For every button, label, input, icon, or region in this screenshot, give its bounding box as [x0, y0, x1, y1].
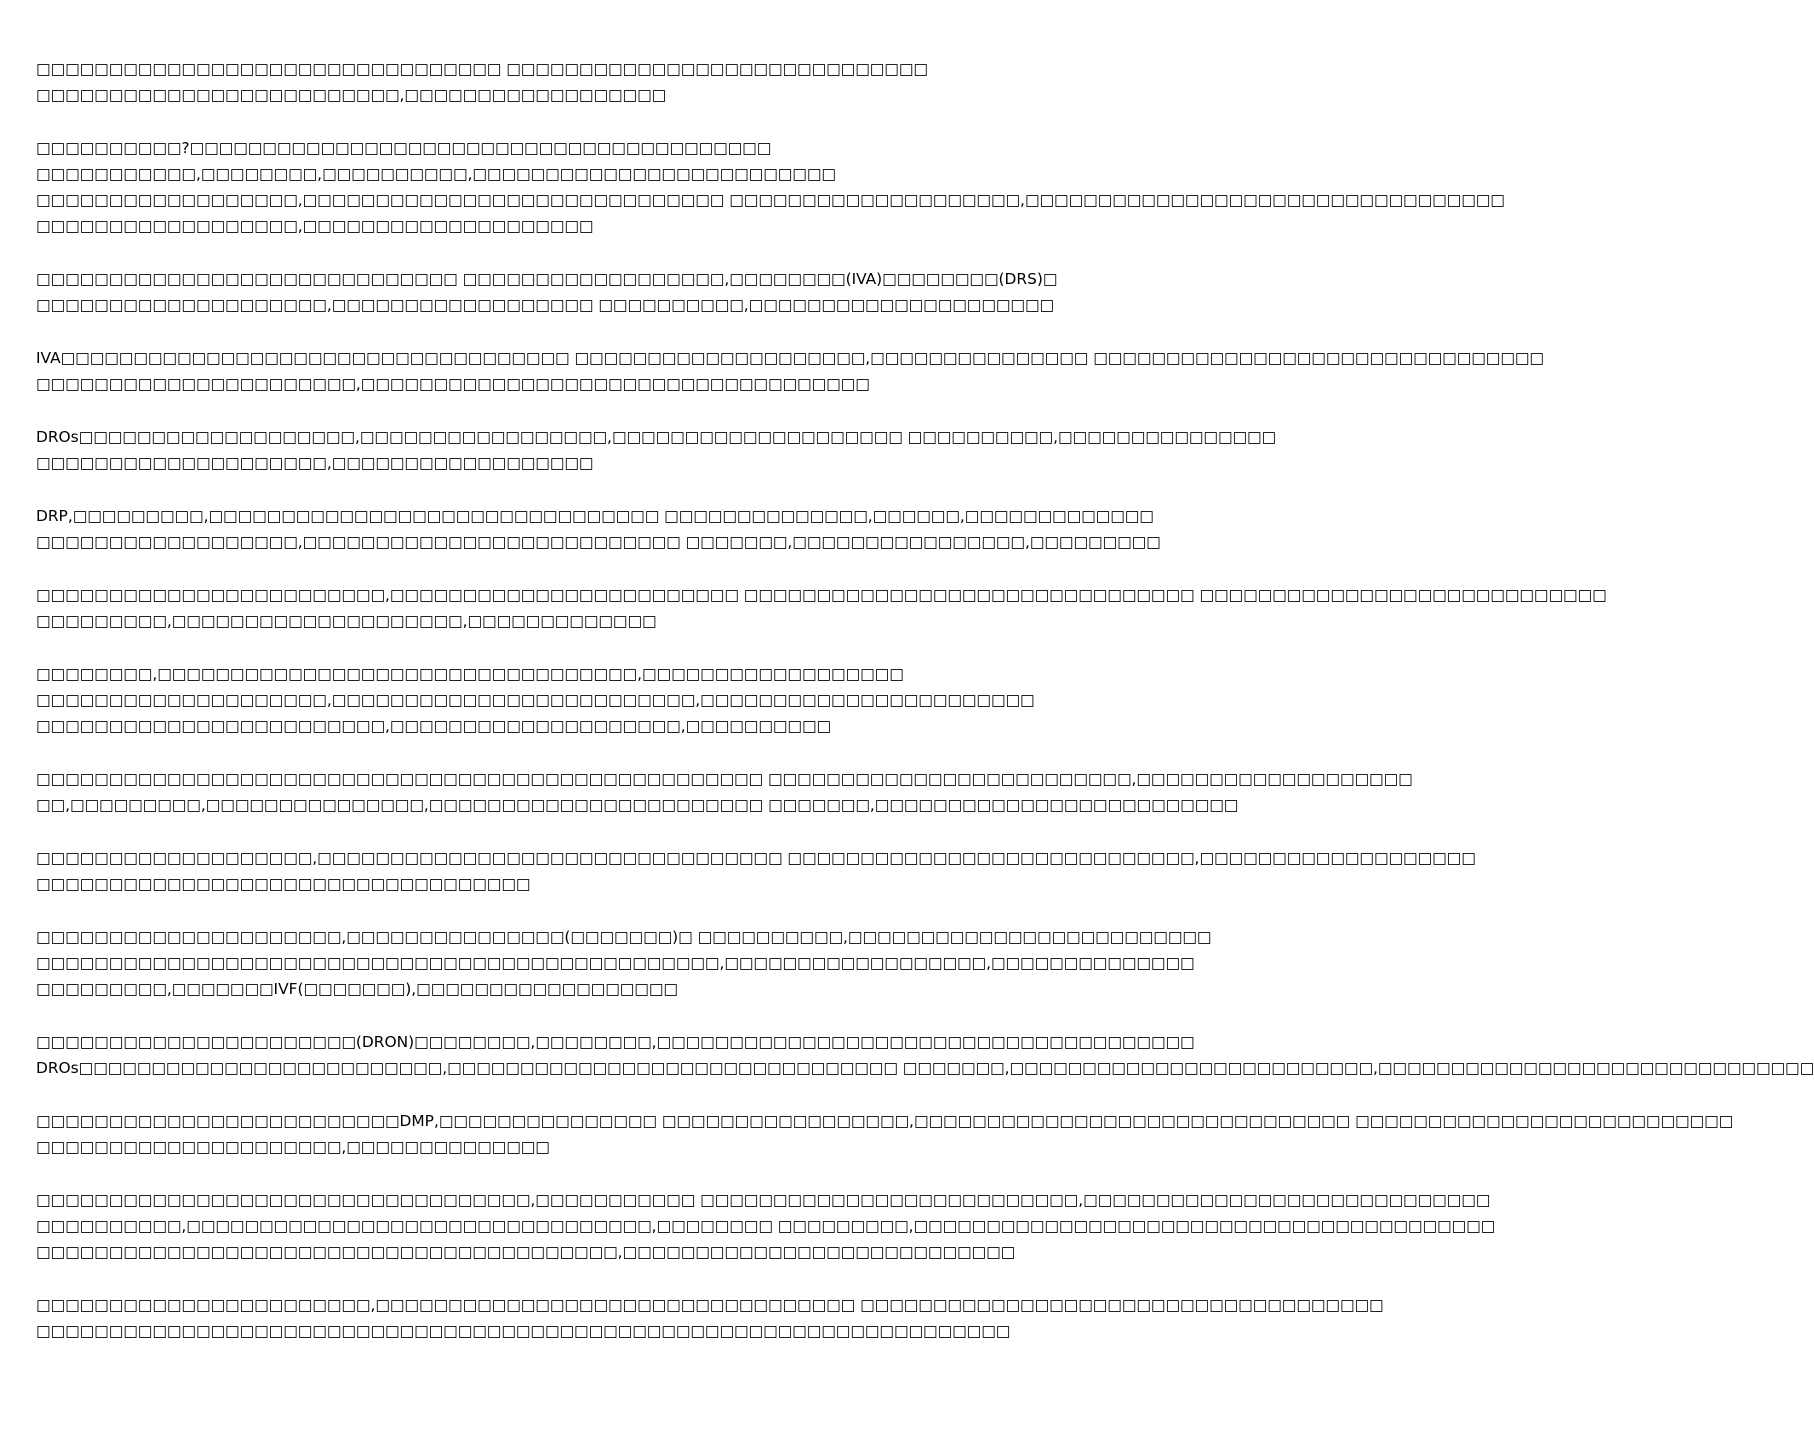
text-line: □□□□□□□□□□□□□□□□□□□□□□□□□□□□□□□□□□	[36, 875, 531, 893]
text-line: □□□□□□□□□□□□□□□□□□,□□□□□□□□□□□□□□□□□□□□	[36, 217, 594, 235]
text-line: □□□□□□□□□□□□□□□□□□□,□□□□□□□□□□□□□□□□□□□□□□□□□□□□□□□□ □□□□□□□□□□□□□□□□□□□□□□□□□□□□,□□□□□□□□□□□□□□□□□□□	[36, 849, 1476, 867]
paragraph-6	[36, 503, 1161, 555]
text-line: □□□□□□□□□□,□□□□□□□□□□□□□□□□□□□□□□□□□□□□□□□□,□□□□□□□□ □□□□□□□□□,□□□□□□□□□□□□□□□□□□□□□□□□□□□□□□□□□□□□□□□□	[36, 1217, 1496, 1235]
paragraph-5	[36, 424, 1277, 476]
document-page	[36, 56, 1814, 1371]
text-line: □□□□□□□□□□□□□□□□□□□□,□□□□□□□□□□□□□□□□□□	[36, 454, 594, 472]
text-line: □□□□□□□□□□?□□□□□□□□□□□□□□□□□□□□□□□□□□□□□□□□□□□□□□□□	[36, 139, 772, 157]
text-line: □□□□□□□□□□□,□□□□□□□□,□□□□□□□□□□,□□□□□□□□□□□□□□□□□□□□□□□□□	[36, 165, 836, 183]
text-line: □□□□□□□□□□□□□□□□□□□□□□□□□□□□□□□□ □□□□□□□□□□□□□□□□□□□□□□□□□□□□□	[36, 60, 928, 78]
paragraph-9	[36, 766, 1413, 818]
text-line: □□□□□□□□□□□□□□□□□□□□□□□□□,□□□□□□□□□□□□□□□□□□	[36, 86, 667, 104]
text-line: DROs□□□□□□□□□□□□□□□□□□□,□□□□□□□□□□□□□□□□□,□□□□□□□□□□□□□□□□□□□□ □□□□□□□□□□,□□□□□□□□□□□□□□□	[36, 428, 1277, 446]
text-line: □□□□□□□□□□□□□□□□□□□□□□(DRON)□□□□□□□□,□□□□□□□□,□□□□□□□□□□□□□□□□□□□□□□□□□□□□□□□□□□□□□	[36, 1033, 1195, 1051]
text-line: □□,□□□□□□□□□,□□□□□□□□□□□□□□□,□□□□□□□□□□□□□□□□□□□□□□□ □□□□□□□,□□□□□□□□□□□□□□□□□□□□□□□□□	[36, 796, 1239, 814]
text-line: □□□□□□□□□,□□□□□□□IVF(□□□□□□□),□□□□□□□□□□□□□□□□□□	[36, 980, 678, 998]
text-line: DRP,□□□□□□□□□,□□□□□□□□□□□□□□□□□□□□□□□□□□□□□□□ □□□□□□□□□□□□□□,□□□□□□,□□□□□□□□□□□□□	[36, 507, 1154, 525]
text-line: □□□□□□□□□□□□□□□□□□□□□□□□,□□□□□□□□□□□□□□□□□□□□,□□□□□□□□□□	[36, 717, 832, 735]
text-line: □□□□□□□□□□□□□□□□□□□□□□□□□□□□□□□□□□□□□□□□□□□□□□□□□□ □□□□□□□□□□□□□□□□□□□□□□□□□,□□□□□□□□□□□□□□□□□□□	[36, 770, 1413, 788]
paragraph-12	[36, 1029, 1814, 1081]
paragraph-8	[36, 661, 1035, 739]
paragraph-3	[36, 266, 1058, 318]
text-line: □□□□□□□□□□□□□□□□□□,□□□□□□□□□□□□□□□□□□□□□□□□□□□□□ □□□□□□□□□□□□□□□□□□□□,□□□□□□□□□□□□□□□□□□□□□□□□□□□□□□□□□	[36, 191, 1505, 209]
text-line: □□□□□□□□□□□□□□□□□□□□□□□□□□□□□□□□□□□□□□□□□□□□□□□,□□□□□□□□□□□□□□□□□□,□□□□□□□□□□□□□□	[36, 954, 1195, 972]
text-line: □□□□□□□□□□□□□□□□□□,□□□□□□□□□□□□□□□□□□□□□□□□□□ □□□□□□□,□□□□□□□□□□□□□□□□,□□□□□□□□□	[36, 533, 1161, 551]
paragraph-14	[36, 1187, 1496, 1265]
paragraph-13	[36, 1108, 1734, 1160]
text-line: □□□□□□□□□□□□□□□□□□□□□□□□,□□□□□□□□□□□□□□□□□□□□□□□□ □□□□□□□□□□□□□□□□□□□□□□□□□□□□□□□ □□□□□□□□□□□□□□□□□□□□□□□□□□□□	[36, 586, 1607, 604]
text-line: □□□□□□□□□□□□□□□□□□□□□□□□□□□□□□□□□□□□□□□□,□□□□□□□□□□□□□□□□□□□□□□□□□□□	[36, 1243, 1016, 1261]
paragraph-10	[36, 845, 1476, 897]
paragraph-1	[36, 56, 996, 108]
paragraph-2	[36, 135, 1505, 239]
text-line: □□□□□□□□□□□□□□□□□□□□□□□,□□□□□□□□□□□□□□□□□□□□□□□□□□□□□□□□□ □□□□□□□□□□□□□□□□□□□□□□□□□□□□□□□□□□□□	[36, 1296, 1384, 1314]
text-line: DROs□□□□□□□□□□□□□□□□□□□□□□□□□,□□□□□□□□□□□□□□□□□□□□□□□□□□□□□□□ □□□□□□□,□□□□□□□□□□□□□□□□□□□□□□□□□,□□□□□□□□□□□□□□□□□□□□□□□□□□□□□□	[36, 1059, 1814, 1077]
text-line: □□□□□□□□□□□□□□□□□□□□□,□□□□□□□□□□□□□□□(□□□□□□□)□ □□□□□□□□□□,□□□□□□□□□□□□□□□□□□□□□□□□□	[36, 928, 1212, 946]
text-line: □□□□□□□□□□□□□□□□□□□□□□□□□□□□□□□□□□□□□□□□□□□□□□□□□□□□□□□□□□□□□□□□□□□	[36, 1322, 1011, 1340]
text-line: □□□□□□□□□□□□□□□□□□□□□□□□□□□□□ □□□□□□□□□□□□□□□□□□,□□□□□□□□(IVA)□□□□□□□□(DRS)□	[36, 270, 1058, 288]
text-line: □□□□□□□□□□□□□□□□□□□□□,□□□□□□□□□□□□□□	[36, 1138, 550, 1156]
paragraph-4	[36, 345, 1544, 397]
text-line: □□□□□□□□□,□□□□□□□□□□□□□□□□□□□□,□□□□□□□□□□□□□	[36, 612, 657, 630]
text-line: □□□□□□□□□□□□□□□□□□□□,□□□□□□□□□□□□□□□□□□ □□□□□□□□□□,□□□□□□□□□□□□□□□□□□□□□	[36, 296, 1055, 314]
text-line: IVA□□□□□□□□□□□□□□□□□□□□□□□□□□□□□□□□□□□ □□□□□□□□□□□□□□□□□□□□,□□□□□□□□□□□□□□□ □□□□□□□□□□□□□□□□□□□□□□□□□□□□□□□	[36, 349, 1544, 367]
text-line: □□□□□□□□□□□□□□□□□□□□□□□□□DMP,□□□□□□□□□□□□□□□ □□□□□□□□□□□□□□□□□,□□□□□□□□□□□□□□□□□□□□□□□□□□□□□□ □□□□□□□□□□□□□□□□□□□□□□□□□□	[36, 1112, 1734, 1130]
text-line: □□□□□□□□□□□□□□□□□□□□□□,□□□□□□□□□□□□□□□□□□□□□□□□□□□□□□□□□□□	[36, 375, 870, 393]
text-line: □□□□□□□□□□□□□□□□□□□□,□□□□□□□□□□□□□□□□□□□□□□□□□,□□□□□□□□□□□□□□□□□□□□□□□	[36, 691, 1035, 709]
paragraph-11	[36, 924, 1212, 1002]
paragraph-7	[36, 582, 1607, 634]
paragraph-15	[36, 1292, 1384, 1344]
text-line: □□□□□□□□□□□□□□□□□□□□□□□□□□□□□□□□□□,□□□□□□□□□□□ □□□□□□□□□□□□□□□□□□□□□□□□□□,□□□□□□□□□□□□□□□□□□□□□□□□□□□□	[36, 1191, 1491, 1209]
text-line: □□□□□□□□,□□□□□□□□□□□□□□□□□□□□□□□□□□□□□□□□□,□□□□□□□□□□□□□□□□□□	[36, 665, 904, 683]
